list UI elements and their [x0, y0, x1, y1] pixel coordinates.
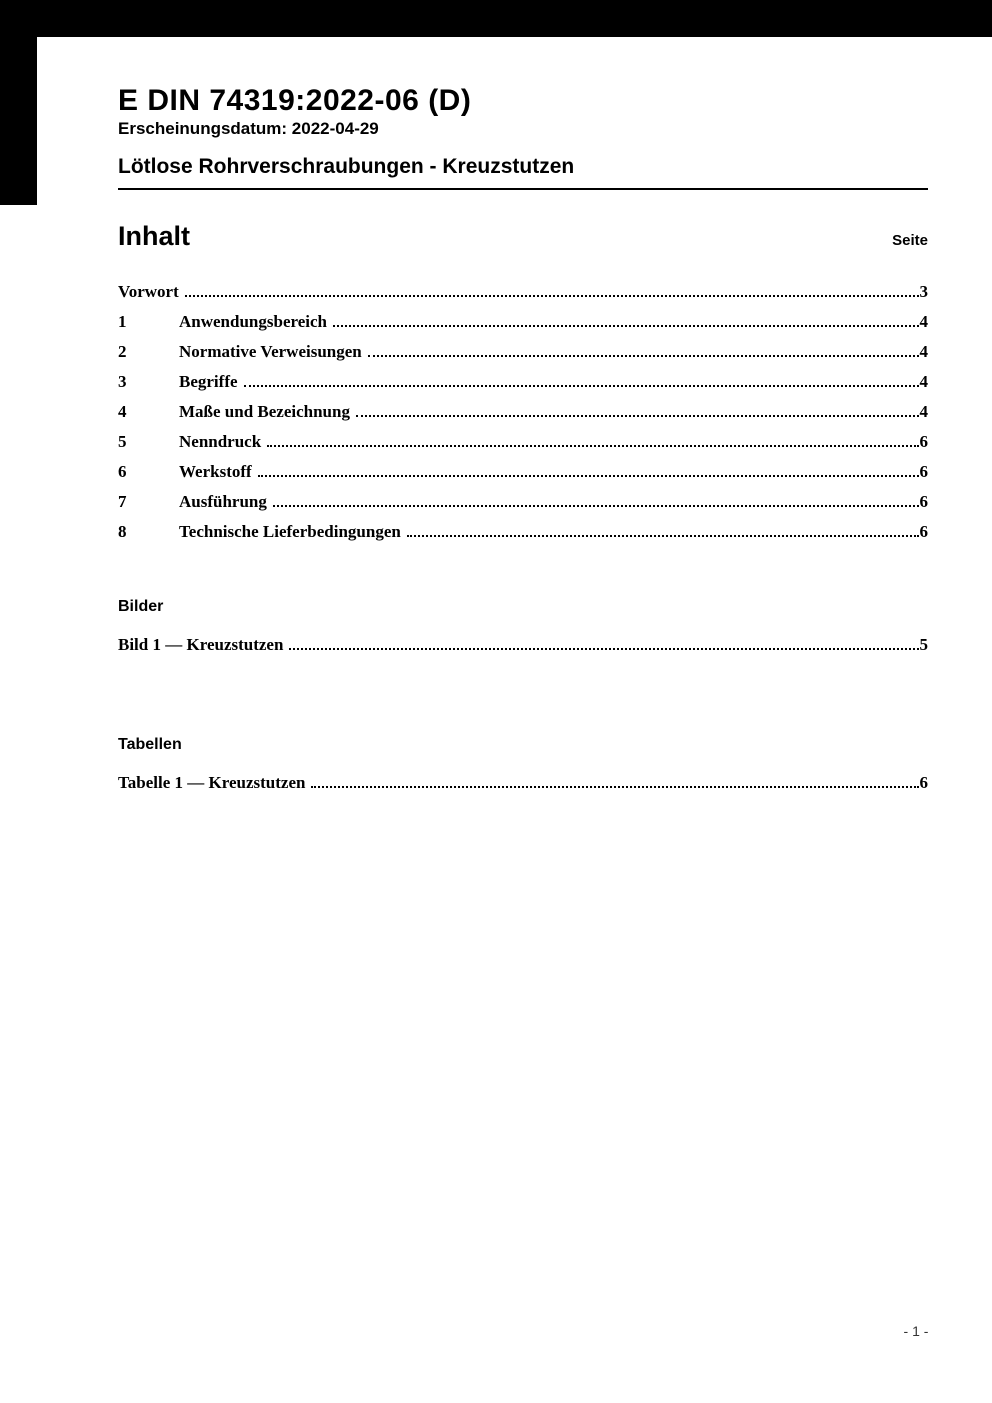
toc-row[interactable]	[118, 311, 928, 341]
toc-row[interactable]	[118, 772, 928, 802]
dot-leader	[368, 355, 919, 357]
toc-row[interactable]	[118, 491, 928, 521]
toc-entry-number: 4	[118, 402, 127, 421]
toc-entry-title: Werkstoff	[179, 462, 252, 481]
toc-list	[118, 281, 928, 551]
dot-leader	[333, 325, 919, 327]
toc-entry-title: Anwendungsbereich	[179, 312, 327, 331]
toc-entry-number: 7	[118, 492, 127, 511]
toc-entry-title: Nenndruck	[179, 432, 262, 451]
toc-entry-title: Normative Verweisungen	[179, 342, 362, 361]
toc-entry-page: 6	[919, 492, 928, 511]
doc-title-heading: Lötlose Rohrverschraubungen - Kreuzstutzen	[118, 155, 928, 190]
toc-entry-page: 4	[919, 312, 928, 331]
toc-entry-number: 5	[118, 432, 127, 451]
toc-entry-number: 3	[118, 372, 127, 391]
toc-entry-title: Technische Lieferbedingungen	[179, 522, 401, 541]
scan-artifact-top-bar	[0, 0, 992, 37]
toc-entry-title: Bild 1 — Kreuzstutzen	[118, 635, 284, 654]
page-number-footer: - 1 -	[903, 1323, 929, 1339]
toc-entry-title: Ausführung	[179, 492, 267, 511]
toc-row[interactable]	[118, 371, 928, 401]
toc-entry-title: Maße und Bezeichnung	[179, 402, 350, 421]
scan-artifact-left-bar	[0, 0, 37, 205]
toc-row[interactable]	[118, 401, 928, 431]
toc-entry-title: Tabelle 1 — Kreuzstutzen	[118, 773, 306, 792]
toc-row[interactable]	[118, 461, 928, 491]
page-column-label: Seite	[892, 232, 928, 249]
toc-entry-number: 6	[118, 462, 127, 481]
toc-header-row	[118, 221, 928, 252]
dot-leader	[185, 295, 919, 297]
toc-entry-page: 3	[919, 282, 928, 301]
tables-section-heading: Tabellen	[118, 736, 182, 753]
dot-leader	[267, 445, 918, 447]
toc-entry-title: Vorwort	[118, 282, 179, 301]
dot-leader	[244, 385, 919, 387]
toc-entry-page: 4	[919, 372, 928, 391]
dot-leader	[273, 505, 919, 507]
toc-row[interactable]	[118, 281, 928, 311]
dot-leader	[311, 786, 918, 788]
toc-row[interactable]	[118, 634, 928, 664]
figures-section-heading: Bilder	[118, 598, 164, 615]
toc-entry-page: 6	[919, 522, 928, 541]
toc-entry-page: 4	[919, 342, 928, 361]
toc-entry-page: 6	[919, 462, 928, 481]
toc-entry-page: 5	[919, 635, 928, 654]
toc-entry-number: 1	[118, 312, 127, 331]
toc-heading: Inhalt	[118, 221, 190, 251]
dot-leader	[258, 475, 919, 477]
toc-entry-page: 6	[919, 773, 928, 792]
toc-row[interactable]	[118, 431, 928, 461]
toc-entry-number: 2	[118, 342, 127, 361]
dot-leader	[356, 415, 919, 417]
dot-leader	[289, 648, 918, 650]
tables-list	[118, 772, 928, 802]
toc-row[interactable]	[118, 341, 928, 371]
figures-list	[118, 634, 928, 664]
toc-entry-number: 8	[118, 522, 127, 541]
toc-row[interactable]	[118, 521, 928, 551]
toc-entry-page: 6	[919, 432, 928, 451]
toc-entry-page: 4	[919, 402, 928, 421]
toc-entry-title: Begriffe	[179, 372, 238, 391]
dot-leader	[407, 535, 919, 537]
doc-number-heading: E DIN 74319:2022-06 (D)	[118, 84, 472, 117]
release-date-text: Erscheinungsdatum: 2022-04-29	[118, 119, 379, 138]
